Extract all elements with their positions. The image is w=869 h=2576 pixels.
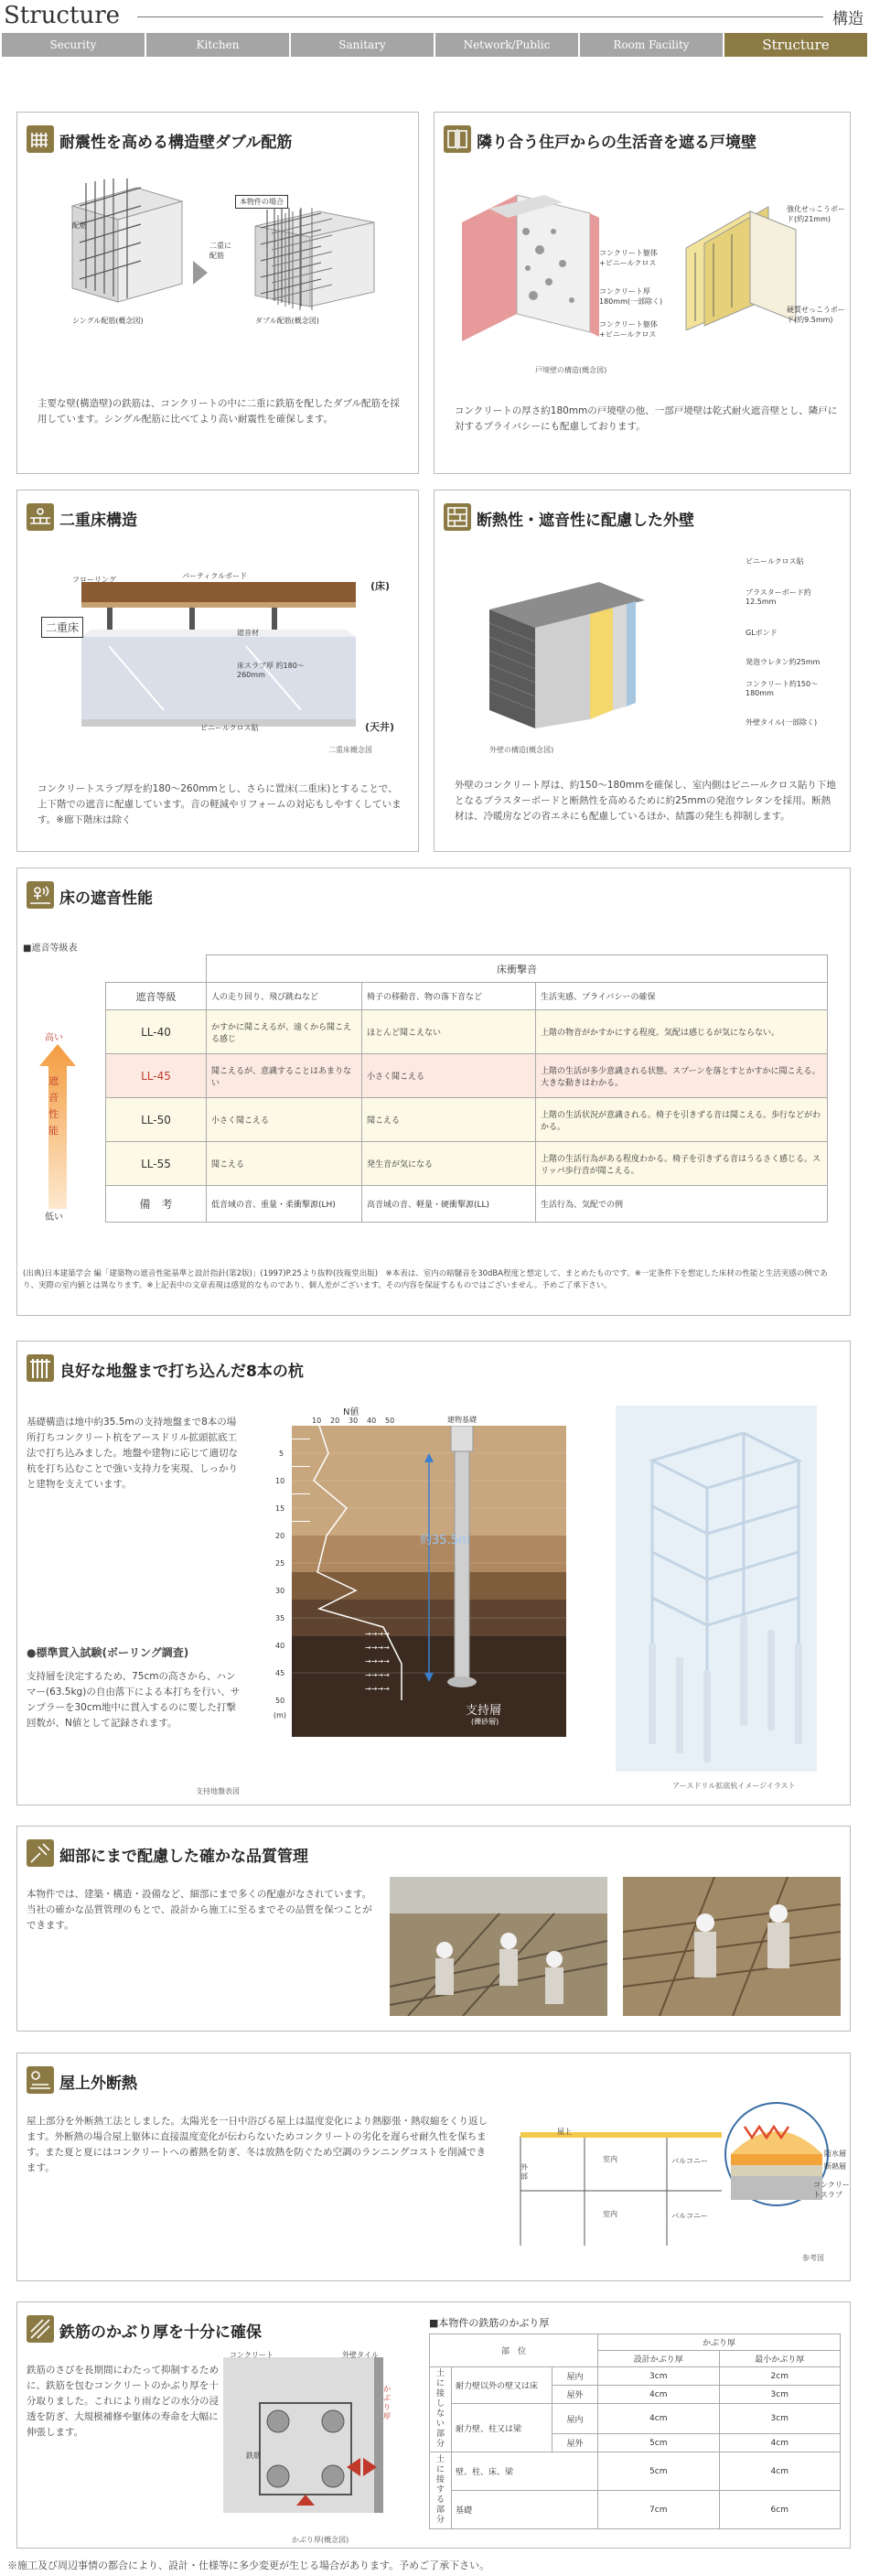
concrete-wall-diagram xyxy=(462,195,599,350)
table-footnote: (出典)日本建築学会 編「建築物の遮音性能基準と設計指針(第2版)」(1997)P.25より抜粋(技報堂出版) ※本表は、室内の暗騒音を30dBA程度と想定して、まとめたものです。※一定条件下を想定した床材の性能と生活実感の例であり、実際の室内値とは異なります。※上記表中の文章表現は感覚的なものであり、個人差がございます。その内容を保証するものではございません。予めご了承下さい。 xyxy=(23,1269,828,1290)
label-gl-bond: GLボンド xyxy=(746,629,778,637)
quality-icon xyxy=(27,1839,54,1867)
label-concrete-180: コンクリート厚180mm(一部除く) xyxy=(599,287,663,306)
exterior-wall-diagram xyxy=(489,573,672,738)
part-cell: 壁、柱、床、梁 xyxy=(452,2452,598,2491)
label-insulation: 断熱層 xyxy=(824,2162,846,2171)
svg-text:→→→→: →→→→ xyxy=(365,1630,390,1638)
card-piles xyxy=(16,1341,851,1805)
drywall-diagram xyxy=(677,193,805,330)
table-cell: 上階の生活行為がある程度わかる。椅子を引きずる音はうるさく感じる。スリッパ歩行音が聞こえる。 xyxy=(536,1142,828,1186)
col-header-1: 人の走り回り、飛び跳ねなど xyxy=(207,983,362,1010)
section-description: 主要な壁(構造壁)の鉄筋は、コンクリートの中に二重に鉄筋を配したダブル配筋を採用しています。シングル配筋に比べてより高い耐震性を確保します。 xyxy=(38,398,401,425)
grade-cell: LL-55 xyxy=(106,1142,207,1186)
depth-tick: 20 xyxy=(275,1532,285,1540)
loc-cell: 屋内 xyxy=(553,2367,598,2386)
card-exterior-wall xyxy=(434,490,851,852)
design-cell: 5cm xyxy=(598,2434,720,2452)
n-tick: 10 xyxy=(312,1417,322,1425)
sound-grade-table xyxy=(105,954,828,1223)
section-label: 構造 xyxy=(832,10,864,28)
label-cover-thickness: かぶり厚 xyxy=(383,2385,391,2420)
table-cell: 小さく聞こえる xyxy=(207,1098,362,1142)
label-concrete-vinyl-1: コンクリート躯体+ビニールクロス xyxy=(599,249,658,267)
label-plaster-board: プラスターボード約12.5mm xyxy=(746,588,811,606)
section-title: 鉄筋のかぶり厚を十分に確保 xyxy=(59,2323,262,2342)
grade-cell: LL-40 xyxy=(106,1010,207,1054)
min-cell: 3cm xyxy=(719,2386,841,2404)
card-party-wall xyxy=(434,112,851,474)
part-cell: 耐力壁、柱又は梁 xyxy=(452,2404,553,2452)
col-header-3: 生活実感、プライバシーの確保 xyxy=(536,983,828,1010)
piles-icon xyxy=(27,1354,54,1382)
rebar-cover-table xyxy=(429,2333,841,2529)
label-support-layer-sub: (礫砂層) xyxy=(471,1718,499,1726)
label-depth: 約35.5m xyxy=(420,1534,470,1547)
label-high: 高い xyxy=(45,1033,63,1043)
table-row xyxy=(430,2452,841,2491)
design-cell: 4cm xyxy=(598,2386,720,2404)
rebar-cover-diagram xyxy=(223,2357,397,2527)
label-floor: (床) xyxy=(370,580,391,592)
design-cell: 3cm xyxy=(598,2367,720,2386)
svg-text:→→→→: →→→→ xyxy=(365,1644,390,1652)
label-flooring: フローリング xyxy=(72,576,116,584)
construction-photo-2 xyxy=(623,1877,841,2016)
label-concrete: コンクリート約150〜180mm xyxy=(746,680,819,697)
label-low: 低い xyxy=(45,1213,63,1223)
caption-party-wall: 戸境壁の構造(概念図) xyxy=(535,366,607,374)
group-soil: 土に接する部分 xyxy=(430,2452,452,2529)
section-title: 良好な地盤まで打ち込んだ8本の杭 xyxy=(59,1363,304,1381)
caption-exterior-wall: 外壁の構造(概念図) xyxy=(489,746,554,754)
label-concrete-slab: コンクリートスラブ xyxy=(813,2181,850,2199)
table-row xyxy=(430,2404,841,2434)
construction-photo-1 xyxy=(390,1877,607,2016)
table-row xyxy=(430,2367,841,2386)
loc-cell: 屋内 xyxy=(553,2404,598,2434)
page-title: Structure xyxy=(4,2,121,29)
floor-sound-icon xyxy=(27,881,54,909)
group-header: 床衝撃音 xyxy=(207,955,828,983)
grade-cell: LL-45 xyxy=(106,1054,207,1098)
col-header-2: 椅子の移動音、物の落下音など xyxy=(362,983,536,1010)
section-description: 鉄筋のさびを長期間にわたって抑制するために、鉄筋を包むコンクリートのかぶり厚を十分取りました。これにより雨などの水分の浸透を防ぎ、大規模補修や躯体の寿命を大幅に伸張します。 xyxy=(27,2365,219,2438)
party-wall-icon xyxy=(444,125,471,153)
label-vinyl-cloth: ビニールクロス貼 xyxy=(200,724,259,732)
table-cell: 聞こえる xyxy=(207,1142,362,1186)
nav-tabs xyxy=(2,33,867,57)
label-concrete: コンクリート xyxy=(230,2351,274,2359)
section-title: 屋上外断熱 xyxy=(59,2075,137,2093)
table-cell: かすかに聞こえるが、遠くから聞こえる感じ xyxy=(207,1010,362,1054)
card-rebar-cover xyxy=(16,2301,851,2549)
label-urethane: 発泡ウレタン約25mm xyxy=(746,658,821,666)
spt-subtitle: ●標準貫入試験(ボーリング調査) xyxy=(27,1646,189,1659)
double-floor-diagram xyxy=(81,582,374,747)
caption-building: アースドリル拡底杭イメージイラスト xyxy=(672,1782,796,1790)
section-title: 隣り合う住戸からの生活音を遮る戸境壁 xyxy=(477,134,756,152)
section-description: コンクリートの厚さ約180mmの戸境壁の他、一部戸境壁は乾式耐火遮音壁とし、隣戸に対するプライバシーにも配慮しております。 xyxy=(455,405,838,432)
section-description: 外壁のコンクリート厚は、約150〜180mmを確保し、室内側はビニールクロス貼り下地となるプラスターボードと断熱性を高めるために約25mmの発泡ウレタンを採用。断熱材は、冷暖房などの省エネにも配慮しているほか、結露の発生も抑制します。 xyxy=(455,780,836,822)
label-balcony-2: バルコニー xyxy=(671,2212,708,2220)
label-tile: 外壁タイル xyxy=(342,2351,379,2359)
table-row xyxy=(106,1142,828,1186)
roof-insulation-icon xyxy=(27,2066,54,2094)
caption-double: ダブル配筋(概念図) xyxy=(255,317,319,325)
section-description: コンクリートスラブ厚を約180〜260mmとし、さらに置床(二重床)とすることで、上下階での遮音に配慮しています。音の軽減やリフォームの対応もしやすくしています。※廊下階床は除く xyxy=(38,783,402,825)
table-cell: 聞こえる xyxy=(362,1098,536,1142)
label-room-1: 室内 xyxy=(603,2155,617,2163)
roof-insulation-diagram xyxy=(502,2099,841,2255)
depth-tick: 50 xyxy=(275,1697,285,1705)
depth-tick: 10 xyxy=(275,1477,285,1485)
label-ceiling: (天井) xyxy=(365,721,395,733)
design-cell: 4cm xyxy=(598,2404,720,2434)
depth-tick: 5 xyxy=(279,1450,284,1458)
label-concrete-vinyl-2: コンクリート躯体+ビニールクロス xyxy=(599,320,658,339)
label-double: 二重に配筋 xyxy=(209,242,231,260)
soil-profile-diagram xyxy=(292,1426,575,1737)
grade-cell: LL-50 xyxy=(106,1098,207,1142)
double-floor-icon xyxy=(27,503,54,531)
label-vinyl: ビニールクロス貼 xyxy=(746,557,804,566)
min-cell: 6cm xyxy=(719,2491,841,2529)
label-waterproof: 防水層 xyxy=(824,2150,846,2158)
table-cell: ほとんど聞こえない xyxy=(362,1010,536,1054)
section-description: 本物件では、建築・構造・設備など、細部にまで多くの配慮がなされています。当社の確かな品質管理のもとで、設計から施工に至るまでその品質を保つことができます。 xyxy=(27,1889,372,1931)
n-tick: 40 xyxy=(367,1417,377,1425)
arrow-icon xyxy=(191,259,209,286)
building-pile-illustration xyxy=(616,1406,817,1772)
caption-soil: 支持地盤表図 xyxy=(196,1787,240,1795)
table-subtitle: ■遮音等級表 xyxy=(23,943,78,954)
pile-description: 基礎構造は地中約35.5mの支持地盤まで8本の場所打ちコンクリート杭をアースドリル拡頭拡底工法で打ち込みました。地盤や建物に応じて適切な杭を打ち込むことで強い支持力を実現、しっかりと建物を支えています。 xyxy=(27,1417,238,1490)
tab-room-facility[interactable]: Room Facility xyxy=(580,33,723,57)
label-balcony-1: バルコニー xyxy=(671,2157,708,2165)
col-header-grade: 遮音等級 xyxy=(106,983,207,1010)
table-row xyxy=(106,1010,828,1054)
note-box: 本物件の場合 xyxy=(235,195,288,209)
n-tick: 30 xyxy=(349,1417,359,1425)
depth-tick: 45 xyxy=(275,1669,285,1677)
rebar-cover-icon xyxy=(27,2315,54,2343)
depth-tick: 40 xyxy=(275,1642,285,1650)
card-floor-sound xyxy=(16,868,851,1316)
col-header-design: 設計かぶり厚 xyxy=(598,2351,720,2367)
exterior-wall-icon xyxy=(444,503,471,531)
label-rebar: 鉄筋 xyxy=(246,2452,261,2460)
table-title: ■本物件の鉄筋のかぶり厚 xyxy=(429,2317,550,2329)
label-double-floor: 二重床 xyxy=(41,617,83,638)
depth-tick: 15 xyxy=(275,1504,285,1513)
caption-roof: 参考図 xyxy=(802,2254,824,2262)
table-cell: 上階の物音がかすかにする程度。気配は感じるが気にならない。 xyxy=(536,1010,828,1054)
table-row xyxy=(430,2491,841,2529)
min-cell: 4cm xyxy=(719,2434,841,2452)
label-outside: 外部 xyxy=(520,2163,528,2181)
card-double-floor xyxy=(16,490,419,852)
col-header-min: 最小かぶり厚 xyxy=(719,2351,841,2367)
table-cell: 小さく聞こえる xyxy=(362,1054,536,1098)
table-cell: 上階の生活が多少意識される状態。スプーンを落とすとかすかに聞こえる。大きな動きはわかる。 xyxy=(536,1054,828,1098)
n-tick: 20 xyxy=(330,1417,340,1425)
label-foundation: 建物基礎 xyxy=(447,1416,477,1424)
min-cell: 4cm xyxy=(719,2452,841,2491)
depth-unit: (m) xyxy=(274,1711,287,1719)
label-rebar: 配筋 xyxy=(72,221,87,230)
depth-tick: 35 xyxy=(275,1614,285,1622)
tab-security[interactable]: Security xyxy=(2,33,145,57)
tab-network-public[interactable]: Network/Public xyxy=(435,33,578,57)
double-rebar-diagram xyxy=(237,208,383,310)
card-double-rebar xyxy=(16,112,419,474)
svg-text:→→→→: →→→→ xyxy=(365,1671,390,1679)
wall-rebar-icon xyxy=(27,125,54,153)
min-cell: 2cm xyxy=(719,2367,841,2386)
table-row xyxy=(106,1054,828,1098)
label-roof: 屋上 xyxy=(557,2128,572,2136)
label-particle-board: パーティクルボード xyxy=(182,572,248,580)
section-title: 断熱性・遮音性に配慮した外壁 xyxy=(477,512,694,530)
header-rule xyxy=(137,16,823,17)
caption-rebar-cover: かぶり厚(概念図) xyxy=(292,2536,349,2544)
grade-cell: 備 考 xyxy=(106,1186,207,1223)
label-slab: 床スラブ厚 約180〜260mm xyxy=(237,662,305,679)
depth-tick: 25 xyxy=(275,1559,285,1568)
label-room-2: 室内 xyxy=(603,2210,617,2218)
label-sound-insulation: 遮音材 xyxy=(237,629,259,637)
spt-description: 支持層を決定するため、75cmの高さから、ハンマー(63.5kg)の自由落下による本打ちを行い、サンプラーを30cm地中に貫入するのに要した打撃回数が、N値として記録されます。 xyxy=(27,1671,241,1729)
table-cell: 低音域の音、重量・柔衝撃源(LH) xyxy=(207,1186,362,1223)
footer-note: ※施工及び周辺事情の都合により、設計・仕様等に多少変更が生じる場合があります。予めご了承下さい。 xyxy=(7,2560,490,2571)
table-cell: 発生音が気になる xyxy=(362,1142,536,1186)
tab-kitchen[interactable]: Kitchen xyxy=(146,33,289,57)
depth-tick: 30 xyxy=(275,1587,285,1595)
table-cell: 上階の生活状況が意識される。椅子を引きずる音は聞こえる。歩行などがわかる。 xyxy=(536,1098,828,1142)
label-performance: 遮音性能 xyxy=(48,1075,59,1137)
svg-text:→→→→: →→→→ xyxy=(365,1657,390,1665)
col-header-part: 部 位 xyxy=(430,2334,598,2367)
group-no-soil: 土に接しない部分 xyxy=(430,2367,452,2452)
label-tile: 外壁タイル(一部除く) xyxy=(746,718,818,727)
card-roof-insulation xyxy=(16,2053,851,2281)
table-row xyxy=(106,1098,828,1142)
section-title: 二重床構造 xyxy=(59,512,137,530)
n-value-label: N値 xyxy=(343,1407,359,1417)
min-cell: 3cm xyxy=(719,2404,841,2434)
caption-single: シングル配筋(概念図) xyxy=(72,317,144,325)
label-reinforced-board: 強化せっこうボード(約21mm) xyxy=(787,205,845,223)
col-header-cover: かぶり厚 xyxy=(598,2334,841,2351)
section-title: 細部にまで配慮した確かな品質管理 xyxy=(59,1848,308,1866)
tab-structure[interactable]: Structure xyxy=(724,33,867,57)
loc-cell: 屋外 xyxy=(553,2386,598,2404)
design-cell: 5cm xyxy=(598,2452,720,2491)
tab-sanitary[interactable]: Sanitary xyxy=(291,33,434,57)
table-cell: 生活行為、気配での例 xyxy=(536,1186,828,1223)
card-quality xyxy=(16,1826,851,2032)
section-title: 耐震性を高める構造壁ダブル配筋 xyxy=(59,134,293,152)
table-cell: 高音域の音、軽量・硬衝撃源(LL) xyxy=(362,1186,536,1223)
design-cell: 7cm xyxy=(598,2491,720,2529)
section-description: 屋上部分を外断熱工法としました。太陽光を一日中浴びる屋上は温度変化により熱膨張・熱収縮をくり返します。外断熱の場合屋上躯体に直接温度変化が伝わらないためコンクリートの劣化を遅らせ耐久性を保ちます。また夏と夏にはコンクリートへの蓄熱を防ぎ、冬は放熱を防ぐため空調のランニングコストを削減できます。 xyxy=(27,2116,488,2173)
table-cell: 聞こえるが、意識することはあまりない xyxy=(207,1054,362,1098)
section-title: 床の遮音性能 xyxy=(59,889,153,908)
part-cell: 耐力壁以外の壁又は床 xyxy=(452,2367,553,2404)
caption-double-floor: 二重床概念図 xyxy=(328,746,372,754)
loc-cell: 屋外 xyxy=(553,2434,598,2452)
part-cell: 基礎 xyxy=(452,2491,598,2529)
svg-text:→→→→: →→→→ xyxy=(365,1685,390,1693)
n-tick: 50 xyxy=(385,1417,395,1425)
label-support-layer: 支持層 xyxy=(466,1704,502,1718)
table-row xyxy=(106,1186,828,1223)
label-hard-board: 硬質せっこうボード(約9.5mm) xyxy=(787,306,845,324)
single-rebar-diagram xyxy=(54,178,191,307)
